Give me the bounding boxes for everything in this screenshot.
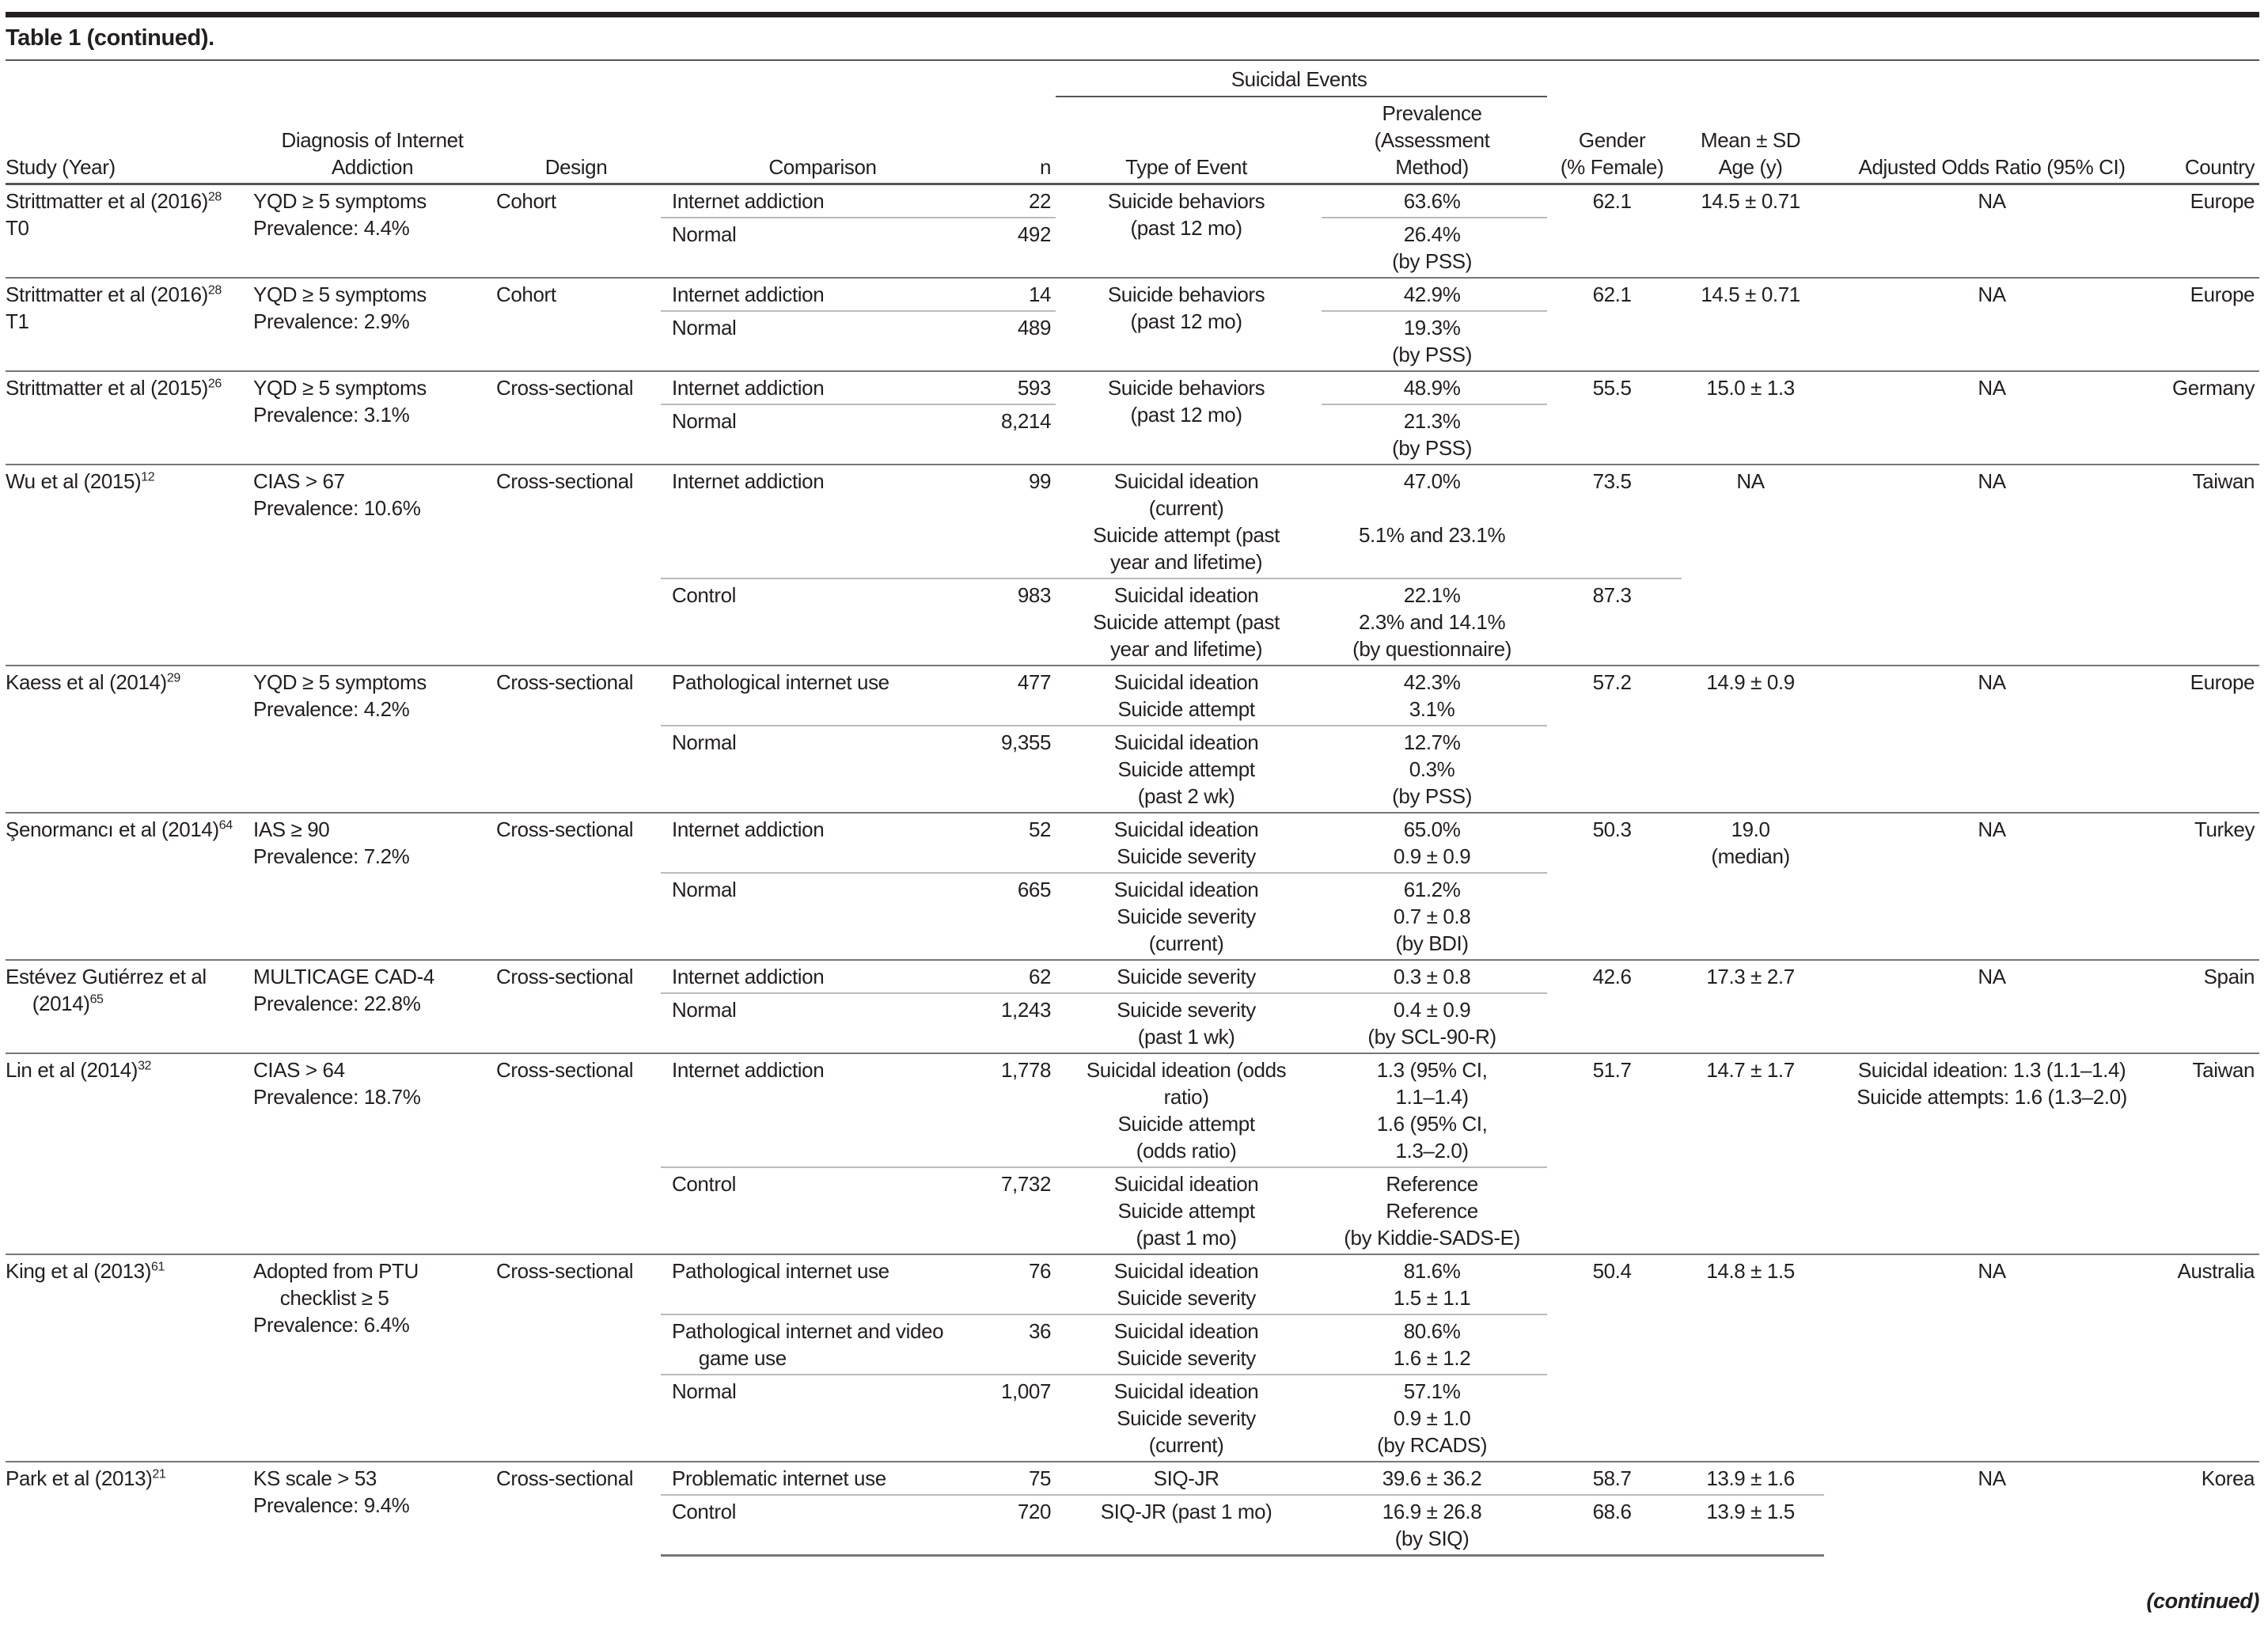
results-table	[6, 63, 2259, 1557]
study-group	[6, 666, 2259, 813]
study-name	[6, 374, 248, 401]
comparison-cell	[661, 960, 989, 993]
n-cell: 8,214	[1000, 409, 1052, 433]
design-cell: Cross-sectional	[496, 666, 661, 813]
comparison-label: Pathological internet and video game use	[672, 1319, 944, 1370]
study-name	[6, 816, 248, 843]
study-author: Kaess et al	[6, 670, 104, 694]
reference-number: 61	[151, 1260, 165, 1274]
prevalence-cell: 42.3% 3.1%	[1322, 666, 1547, 726]
table-row	[6, 960, 2259, 993]
study-group	[6, 278, 2259, 371]
reference-number: 26	[207, 377, 222, 391]
n-cell: 62	[989, 960, 1056, 993]
comparison-cell	[661, 578, 989, 666]
reference-number: 64	[218, 818, 233, 833]
diagnosis-cell	[253, 371, 496, 465]
design-cell: Cohort	[496, 278, 661, 371]
study-author: Wu et al	[6, 469, 78, 493]
study-year: (2013)	[93, 1259, 151, 1283]
study-author: Lin et al	[6, 1058, 75, 1082]
prevalence-cell: 48.9%	[1322, 371, 1547, 404]
event-type-cell: Suicidal ideation Suicide severity	[1056, 813, 1322, 873]
study-cell	[6, 960, 253, 1053]
prevalence-cell: 42.9%	[1322, 278, 1547, 311]
header-suicidal-events: Suicidal Events	[1056, 63, 1547, 97]
age-cell: 14.7 ± 1.7	[1682, 1053, 1824, 1254]
reference-number: 65	[89, 992, 104, 1007]
header-comparison: Comparison	[661, 97, 989, 184]
comparison-cell	[661, 184, 989, 218]
event-type-cell: SIQ-JR (past 1 mo)	[1056, 1495, 1322, 1556]
comparison-cell	[661, 993, 989, 1053]
diagnosis-line: CIAS > 64	[253, 1058, 345, 1082]
study-year: (2014)	[161, 817, 219, 841]
prevalence-cell: 19.3% (by PSS)	[1392, 316, 1472, 366]
n-cell: 22	[989, 184, 1056, 218]
age-cell: 13.9 ± 1.5	[1682, 1495, 1824, 1556]
header-design: Design	[496, 97, 661, 184]
event-type-cell: Suicidal ideation Suicide severity	[1056, 1254, 1322, 1314]
header-study: Study (Year)	[6, 97, 253, 184]
table-row	[6, 666, 2259, 726]
comparison-cell	[661, 1167, 989, 1254]
header-diagnosis: Diagnosis of Internet Addiction	[253, 97, 496, 184]
comparison-cell	[661, 1053, 989, 1167]
study-year: (2014)	[109, 670, 167, 694]
n-cell: 665	[1017, 878, 1052, 901]
reference-number: 28	[207, 190, 222, 204]
reference-number: 28	[207, 283, 222, 298]
diagnosis-line: KS scale > 53	[253, 1466, 377, 1490]
event-type-cell: SIQ-JR	[1056, 1462, 1322, 1495]
event-type-cell: Suicide behaviors (past 12 mo)	[1056, 278, 1322, 371]
table-row	[6, 813, 2259, 873]
diagnosis-line: Prevalence: 2.9%	[253, 309, 410, 333]
diagnosis-line: Prevalence: 7.2%	[253, 844, 410, 868]
diagnosis-line: Prevalence: 6.4%	[253, 1313, 410, 1337]
age-cell: 13.9 ± 1.6	[1682, 1462, 1824, 1495]
adjusted-odds-ratio-cell: NA	[1824, 371, 2164, 465]
n-cell: 1,007	[1000, 1379, 1052, 1403]
comparison-cell	[661, 404, 989, 465]
gender-cell: 62.1	[1592, 189, 1632, 213]
prevalence-cell: 26.4% (by PSS)	[1392, 222, 1472, 273]
event-type-cell: Suicidal ideation Suicide severity	[1056, 1314, 1322, 1375]
study-cell	[6, 1254, 253, 1462]
adjusted-odds-ratio-cell: Suicidal ideation: 1.3 (1.1–1.4) Suicide attempts: 1.6 (1.3–2.0)	[1824, 1053, 2164, 1254]
design-cell: Cohort	[496, 189, 556, 213]
design-cell: Cross-sectional	[496, 1053, 661, 1254]
diagnosis-cell	[253, 813, 496, 960]
comparison-label: Normal	[672, 409, 737, 433]
n-cell: 9,355	[1000, 730, 1052, 754]
comparison-cell	[661, 1495, 989, 1556]
n-cell: 75	[989, 1462, 1056, 1495]
study-name	[6, 669, 248, 696]
comparison-cell	[661, 813, 989, 873]
study-group	[6, 465, 2259, 666]
prevalence-cell: 63.6%	[1322, 184, 1547, 218]
country-cell: Europe	[2190, 189, 2255, 213]
event-type-cell: Suicidal ideation Suicide attempt (past 2 wk)	[1113, 730, 1259, 808]
comparison-label: Normal	[672, 878, 737, 901]
event-type-cell: Suicidal ideation (odds ratio) Suicide attempt (odds ratio)	[1056, 1053, 1322, 1167]
event-type-cell: Suicide severity	[1056, 960, 1322, 993]
gender-cell: 55.5	[1547, 371, 1682, 465]
n-cell: 477	[989, 666, 1056, 726]
continued-note: (continued)	[2146, 1589, 2259, 1613]
comparison-label: Internet addiction	[672, 965, 825, 988]
diagnosis-cell	[253, 465, 496, 666]
table-title: Table 1 (continued).	[6, 25, 214, 51]
diagnosis-cell	[253, 1254, 496, 1462]
adjusted-odds-ratio-cell: NA	[1824, 1462, 2164, 1556]
prevalence-cell: 1.3 (95% CI, 1.1–1.4) 1.6 (95% CI, 1.3–2.0)	[1322, 1053, 1547, 1167]
prevalence-cell: 80.6% 1.6 ± 1.2	[1322, 1314, 1547, 1375]
prevalence-cell: 0.3 ± 0.8	[1322, 960, 1547, 993]
age-cell: 17.3 ± 2.7	[1682, 960, 1824, 1053]
comparison-cell	[661, 278, 989, 311]
comparison-cell	[661, 873, 989, 960]
comparison-cell	[661, 666, 989, 726]
study-author: Şenormancı et al	[6, 817, 157, 841]
header-prevalence: Prevalence (Assessment Method)	[1322, 97, 1547, 184]
study-group	[6, 371, 2259, 465]
age-cell: 14.5 ± 0.71	[1701, 189, 1800, 213]
comparison-label: Internet addiction	[672, 283, 825, 306]
prevalence-cell: 21.3% (by PSS)	[1392, 409, 1472, 460]
diagnosis-cell	[253, 278, 496, 371]
study-cell	[6, 184, 253, 279]
comparison-label: Normal	[672, 730, 737, 754]
study-name	[6, 281, 248, 308]
n-cell: 7,732	[1000, 1172, 1052, 1196]
n-cell: 983	[1017, 583, 1052, 607]
n-cell: 36	[989, 1314, 1056, 1375]
title-rule	[6, 59, 2259, 61]
age-cell: 19.0 (median)	[1682, 813, 1824, 960]
diagnosis-line: Adopted from PTU checklist ≥ 5	[253, 1259, 419, 1310]
prevalence-cell: 39.6 ± 36.2	[1322, 1462, 1547, 1495]
country-cell: Germany	[2164, 371, 2259, 465]
adjusted-odds-ratio-cell: NA	[1824, 960, 2164, 1053]
comparison-label: Normal	[672, 316, 737, 339]
gender-cell: 50.3	[1547, 813, 1682, 960]
prevalence-cell: 81.6% 1.5 ± 1.1	[1322, 1254, 1547, 1314]
study-year: (2013)	[94, 1466, 153, 1490]
study-year: (2015)	[83, 469, 142, 493]
age-cell: 14.9 ± 0.9	[1682, 666, 1824, 813]
study-name	[6, 468, 248, 495]
event-type-cell: Suicidal ideation Suicide severity (current)	[1113, 1379, 1259, 1457]
comparison-label: Pathological internet use	[672, 670, 889, 694]
diagnosis-line: Prevalence: 22.8%	[253, 992, 421, 1015]
study-name	[6, 188, 248, 214]
diagnosis-line: YQD ≥ 5 symptoms	[253, 283, 427, 306]
design-cell: Cross-sectional	[496, 465, 661, 666]
gender-cell: 68.6	[1547, 1495, 1682, 1556]
n-cell: 99	[989, 465, 1056, 578]
diagnosis-line: YQD ≥ 5 symptoms	[253, 376, 427, 400]
n-cell: 1,243	[1000, 998, 1052, 1022]
event-type-cell: Suicidal ideation Suicide attempt (past 1 mo)	[1113, 1172, 1259, 1250]
design-cell: Cross-sectional	[496, 813, 661, 960]
table-row	[6, 1053, 2259, 1167]
comparison-label: Internet addiction	[672, 469, 825, 493]
n-cell: 720	[989, 1495, 1056, 1556]
comparison-cell	[661, 1314, 989, 1375]
study-year: (2016)	[150, 189, 208, 213]
comparison-cell	[661, 1375, 989, 1462]
study-group	[6, 1053, 2259, 1254]
diagnosis-line: MULTICAGE CAD-4	[253, 965, 434, 988]
study-name	[6, 963, 248, 1017]
comparison-cell	[661, 465, 989, 578]
diagnosis-cell	[253, 960, 496, 1053]
study-group	[6, 960, 2259, 1053]
gender-cell: 50.4	[1547, 1254, 1682, 1462]
study-cell	[6, 278, 253, 371]
n-cell: 489	[1017, 316, 1052, 339]
n-cell: 14	[989, 278, 1056, 311]
diagnosis-line: Prevalence: 3.1%	[253, 403, 410, 427]
study-name	[6, 1056, 248, 1083]
event-type-cell: Suicidal ideation Suicide attempt	[1056, 666, 1322, 726]
n-cell: 76	[989, 1254, 1056, 1314]
study-cell	[6, 1462, 253, 1556]
table-row	[6, 1254, 2259, 1314]
adjusted-odds-ratio-cell: NA	[1824, 278, 2164, 371]
study-group	[6, 184, 2259, 279]
prevalence-cell: 16.9 ± 26.8 (by SIQ)	[1322, 1495, 1547, 1556]
diagnosis-line: CIAS > 67	[253, 469, 345, 493]
adjusted-odds-ratio-cell: NA	[1824, 465, 2164, 666]
diagnosis-line: YQD ≥ 5 symptoms	[253, 670, 427, 694]
event-type-cell: Suicide severity (past 1 wk)	[1117, 998, 1256, 1049]
diagnosis-line: IAS ≥ 90	[253, 817, 330, 841]
gender-cell: 42.6	[1547, 960, 1682, 1053]
gender-cell: 73.5	[1547, 465, 1682, 578]
comparison-label: Problematic internet use	[672, 1466, 886, 1490]
reference-number: 21	[152, 1467, 166, 1481]
gender-cell: 51.7	[1547, 1053, 1682, 1254]
country-cell: Taiwan	[2164, 465, 2259, 666]
prevalence-cell: Reference Reference (by Kiddie-SADS-E)	[1344, 1172, 1520, 1250]
study-cell	[6, 813, 253, 960]
reference-number: 32	[138, 1059, 152, 1073]
study-author: King et al	[6, 1259, 89, 1283]
comparison-cell	[661, 218, 989, 278]
gender-cell: 87.3	[1592, 583, 1632, 607]
top-rule	[6, 12, 2259, 17]
comparison-label: Pathological internet use	[672, 1259, 889, 1283]
study-name	[6, 1257, 248, 1284]
header-country: Country	[2164, 97, 2259, 184]
study-timepoint: T0	[6, 216, 29, 240]
event-type-cell: Suicidal ideation Suicide severity (current)	[1113, 878, 1259, 955]
comparison-label: Internet addiction	[672, 1058, 825, 1082]
table-header	[6, 63, 2259, 184]
study-year: (2014)	[32, 992, 90, 1015]
event-type-cell: Suicidal ideation (current) Suicide attempt (past year and lifetime)	[1056, 465, 1322, 578]
n-cell: 593	[989, 371, 1056, 404]
country-cell: Taiwan	[2164, 1053, 2259, 1254]
diagnosis-cell	[253, 666, 496, 813]
study-group	[6, 813, 2259, 960]
comparison-cell	[661, 726, 989, 813]
study-cell	[6, 465, 253, 666]
prevalence-cell: 65.0% 0.9 ± 0.9	[1322, 813, 1547, 873]
country-cell: Europe	[2164, 666, 2259, 813]
gender-cell: 62.1	[1547, 278, 1682, 371]
study-year: (2015)	[150, 376, 208, 400]
gender-cell: 57.2	[1547, 666, 1682, 813]
diagnosis-line: YQD ≥ 5 symptoms	[253, 189, 427, 213]
study-author: Park et al	[6, 1466, 89, 1490]
design-cell: Cross-sectional	[496, 371, 661, 465]
study-cell	[6, 1053, 253, 1254]
diagnosis-line: Prevalence: 4.2%	[253, 697, 410, 721]
comparison-label: Control	[672, 1500, 737, 1523]
diagnosis-cell	[253, 1053, 496, 1254]
n-cell: 492	[1017, 222, 1052, 246]
study-cell	[6, 666, 253, 813]
comparison-label: Normal	[672, 1379, 737, 1403]
prevalence-cell: 61.2% 0.7 ± 0.8 (by BDI)	[1393, 878, 1471, 955]
adjusted-odds-ratio-cell: NA	[1824, 666, 2164, 813]
adjusted-odds-ratio-cell: NA	[1824, 813, 2164, 960]
comparison-label: Control	[672, 1172, 737, 1196]
table-row	[6, 278, 2259, 311]
study-author: Strittmatter et al	[6, 376, 146, 400]
prevalence-cell: 12.7% 0.3% (by PSS)	[1392, 730, 1472, 808]
country-cell: Spain	[2164, 960, 2259, 1053]
comparison-cell	[661, 311, 989, 371]
adjusted-odds-ratio-cell: NA	[1824, 1254, 2164, 1462]
design-cell: Cross-sectional	[496, 1254, 661, 1462]
diagnosis-line: Prevalence: 18.7%	[253, 1085, 421, 1109]
reference-number: 29	[166, 671, 180, 685]
comparison-label: Internet addiction	[672, 189, 825, 213]
age-cell: 14.8 ± 1.5	[1682, 1254, 1824, 1462]
study-timepoint: T1	[6, 309, 29, 333]
table-row	[6, 1462, 2259, 1495]
gender-cell: 58.7	[1547, 1462, 1682, 1495]
study-author: Strittmatter et al	[6, 283, 146, 306]
event-type-cell: Suicidal ideation Suicide attempt (past year and lifetime)	[1093, 583, 1280, 661]
comparison-label: Normal	[672, 998, 737, 1022]
study-group	[6, 1254, 2259, 1462]
n-cell: 1,778	[989, 1053, 1056, 1167]
country-cell: Australia	[2164, 1254, 2259, 1462]
comparison-cell	[661, 371, 989, 404]
diagnosis-cell	[253, 184, 496, 279]
study-year: (2014)	[80, 1058, 138, 1082]
event-type-cell: Suicide behaviors (past 12 mo)	[1056, 371, 1322, 465]
study-author: Strittmatter et al	[6, 189, 146, 213]
reference-number: 12	[141, 470, 155, 484]
event-type-cell: Suicide behaviors (past 12 mo)	[1107, 189, 1265, 240]
prevalence-cell: 0.4 ± 0.9 (by SCL-90-R)	[1367, 998, 1496, 1049]
age-cell: 14.5 ± 0.71	[1682, 278, 1824, 371]
n-cell: 52	[989, 813, 1056, 873]
header-type: Type of Event	[1056, 97, 1322, 184]
header-gender: Gender (% Female)	[1547, 97, 1682, 184]
comparison-label: Internet addiction	[672, 376, 825, 400]
study-year: (2016)	[150, 283, 208, 306]
study-author: Estévez Gutiérrez et al	[6, 965, 207, 988]
adjusted-odds-ratio-cell: NA	[1978, 189, 2006, 213]
country-cell: Turkey	[2164, 813, 2259, 960]
comparison-label: Normal	[672, 222, 737, 246]
prevalence-cell: 22.1% 2.3% and 14.1% (by questionnaire)	[1352, 583, 1512, 661]
prevalence-cell: 47.0% 5.1% and 23.1%	[1322, 465, 1547, 578]
diagnosis-line: Prevalence: 10.6%	[253, 496, 421, 520]
comparison-cell	[661, 1462, 989, 1495]
comparison-label: Control	[672, 583, 737, 607]
diagnosis-cell	[253, 1462, 496, 1556]
table-row	[6, 371, 2259, 404]
design-cell: Cross-sectional	[496, 1462, 661, 1556]
study-cell	[6, 371, 253, 465]
country-cell: Korea	[2164, 1462, 2259, 1556]
study-group	[6, 1462, 2259, 1556]
comparison-cell	[661, 1254, 989, 1314]
header-n: n	[989, 97, 1056, 184]
age-cell: NA	[1682, 465, 1824, 666]
design-cell: Cross-sectional	[496, 960, 661, 1053]
study-name	[6, 1465, 248, 1492]
comparison-label: Internet addiction	[672, 817, 825, 841]
country-cell: Europe	[2164, 278, 2259, 371]
age-cell: 15.0 ± 1.3	[1682, 371, 1824, 465]
diagnosis-line: Prevalence: 4.4%	[253, 216, 410, 240]
header-aor: Adjusted Odds Ratio (95% CI)	[1824, 97, 2164, 184]
prevalence-cell: 57.1% 0.9 ± 1.0 (by RCADS)	[1377, 1379, 1488, 1457]
diagnosis-line: Prevalence: 9.4%	[253, 1493, 410, 1517]
header-age: Mean ± SD Age (y)	[1682, 97, 1824, 184]
table-row	[6, 465, 2259, 578]
table-row	[6, 184, 2259, 218]
